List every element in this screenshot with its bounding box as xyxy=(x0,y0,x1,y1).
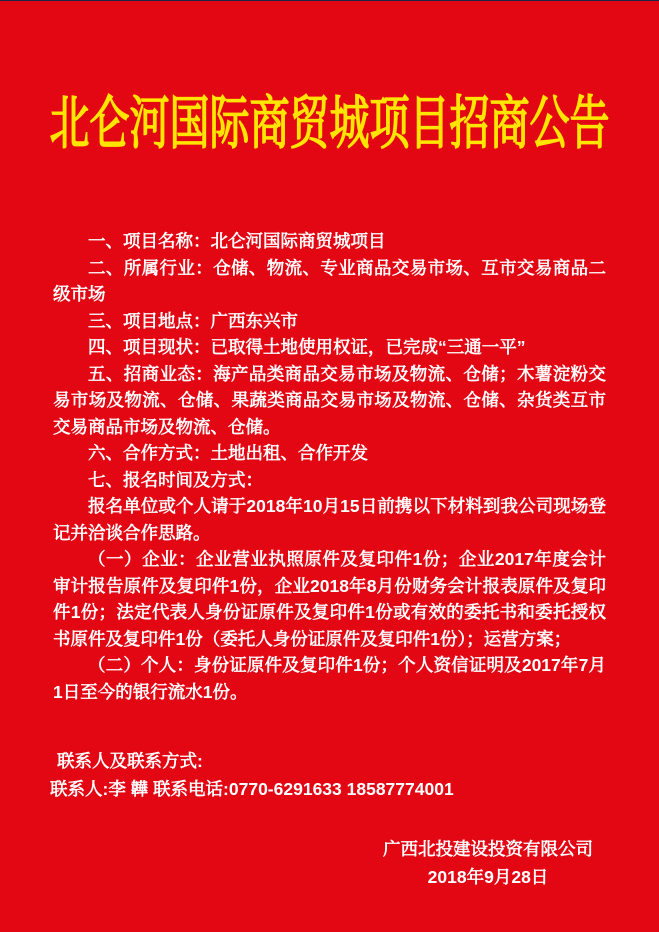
body-paragraph: 二、所属行业：仓储、物流、专业商品交易市场、互市交易商品二级市场 xyxy=(53,257,606,304)
company-name: 广西北投建设投资有限公司 xyxy=(383,839,593,859)
contact-heading: 联系人及联系方式: xyxy=(57,751,203,771)
body-paragraph: 四、项目现状：已取得土地使用权证，已完成“三通一平” xyxy=(88,337,526,357)
contact-line: 联系人:李 韡 联系电话:0770-6291633 18587774001 xyxy=(50,779,454,799)
announcement-body xyxy=(53,228,606,705)
contact-section xyxy=(50,747,606,803)
body-paragraph: 报名单位或个人请于2018年10月15日前携以下材料到我公司现场登记并洽谈合作思路。 xyxy=(53,496,607,543)
body-paragraph: 六、合作方式：土地出租、合作开发 xyxy=(88,443,368,463)
body-paragraph: 一、项目名称：北仑河国际商贸城项目 xyxy=(88,231,386,251)
body-paragraph: （二）个人：身份证原件及复印件1份；个人资信证明及2017年7月1日至今的银行流水1份。 xyxy=(53,655,606,702)
body-paragraph: 三、项目地点：广西东兴市 xyxy=(88,310,298,331)
body-paragraph: （一）企业：企业营业执照原件及复印件1份；企业2017年度会计审计报告原件及复印件1份，企业2018年8月份财务会计报表原件及复印件1份；法定代表人身份证原件及复印件1份或有效的委托书和委托授权书原件及复印件1份（委托人身份证原件及复印件1份）；运营方案； xyxy=(53,549,606,649)
poster-title-row xyxy=(0,90,659,164)
body-paragraph: 七、报名时间及方式： xyxy=(88,469,263,490)
poster-title: 北仑河国际商贸城项目招商公告 xyxy=(49,90,610,156)
body-paragraph: 五、招商业态：海产品类商品交易市场及物流、仓储；木薯淀粉交易市场及物流、仓储、果蔬类商品交易市场及物流、仓储、杂货类互市交易商品市场及物流、仓储。 xyxy=(53,363,606,437)
signature-section xyxy=(383,835,593,891)
announcement-date: 2018年9月28日 xyxy=(427,867,549,887)
